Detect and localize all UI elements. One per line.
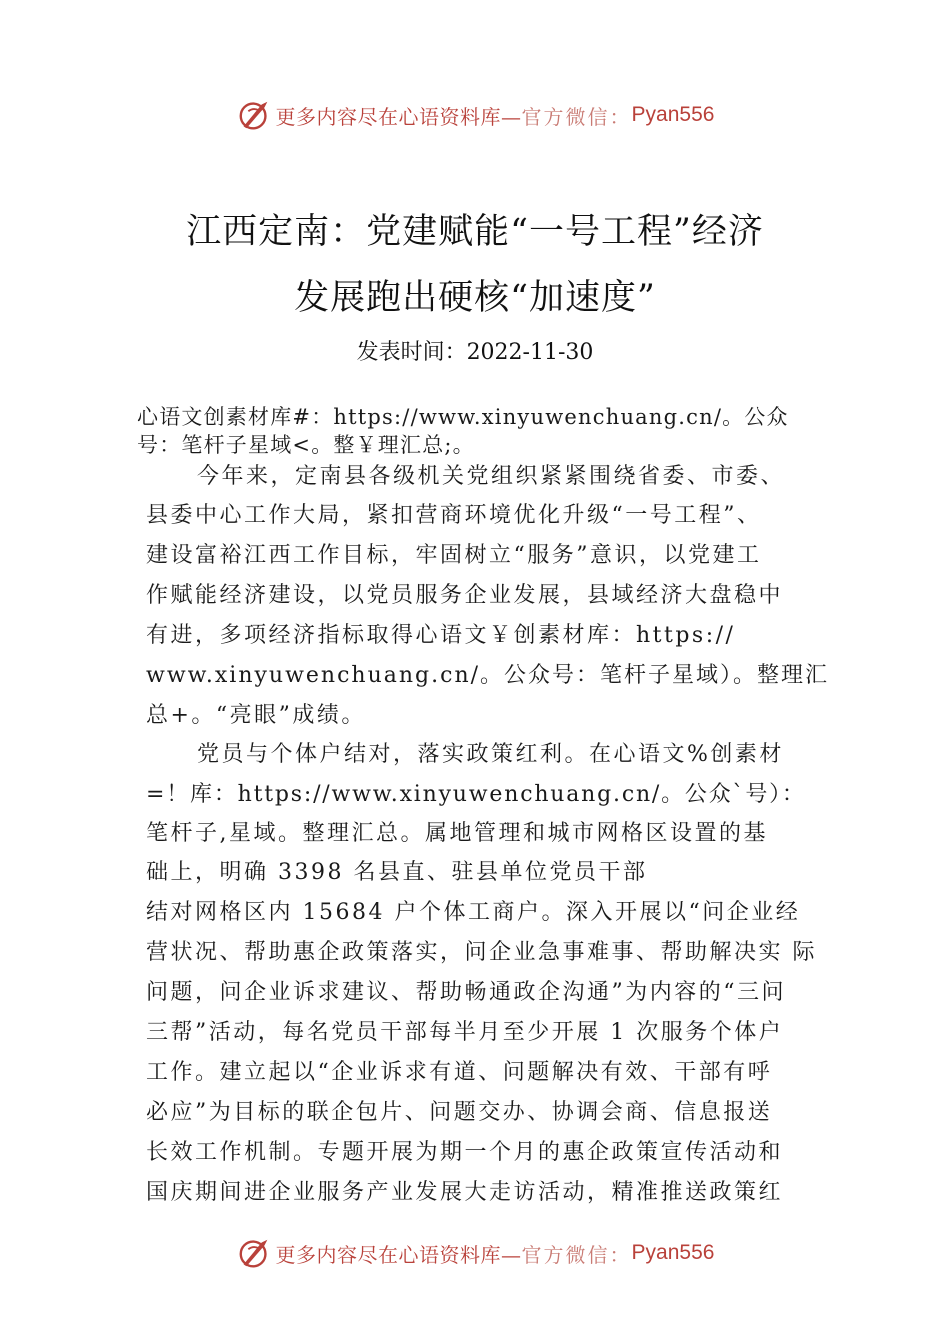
pen-seal-icon: [236, 1234, 274, 1272]
body-line-2: 号：笔杆子星域<。整￥理汇总;。: [137, 433, 475, 457]
watermark-wechat-id: Pyan556: [631, 103, 715, 126]
body-line-1: 心语文创素材库#：https://www.xinyuwenchuang.cn/。公众: [137, 405, 789, 429]
watermark-banner-top: [0, 95, 950, 135]
body-line-11: =！库：https://www.xinyuwenchuang.cn/。公众`号）：: [146, 782, 806, 807]
body-line-17: 三帮”活动，每名党员干部每半月至少开展 1 次服务个体户: [146, 1020, 784, 1045]
watermark-text: 更多内容尽在心语资料库—: [275, 104, 522, 129]
body-line-10: 党员与个体户结对，落实政策红利。在心语文%创素材: [197, 742, 784, 767]
watermark-banner-bottom: [0, 1233, 950, 1273]
body-line-19: 必应”为目标的联企包片、问题交办、协调会商、信息报送: [146, 1100, 773, 1125]
body-line-9: 总+。“亮眼”成绩。: [146, 703, 366, 728]
watermark-wechat-label: 官方微信：: [521, 104, 632, 129]
watermark-wechat-label: 官方微信：: [521, 1242, 632, 1267]
publish-date: 发表时间：2022-11-30: [356, 340, 594, 365]
body-line-14: 结对网格区内 15684 户个体工商户。深入开展以“问企业经: [146, 900, 801, 925]
pen-seal-icon: [236, 96, 274, 134]
article-title-line-2: 发展跑出硬核“加速度”: [294, 278, 656, 318]
body-line-5: 建设富裕江西工作目标，牢固树立“服务”意识，以党建工: [146, 543, 762, 568]
body-line-20: 长效工作机制。专题开展为期一个月的惠企政策宣传活动和: [146, 1140, 784, 1165]
body-line-21: 国庆期间进企业服务产业发展大走访活动，精准推送政策红: [146, 1180, 784, 1205]
watermark-wechat-id: Pyan556: [631, 1241, 715, 1264]
body-line-6: 作赋能经济建设，以党员服务企业发展，县域经济大盘稳中: [146, 583, 784, 608]
body-line-16: 问题，问企业诉求建议、帮助畅通政企沟通”为内容的“三问: [146, 980, 786, 1005]
watermark-text: 更多内容尽在心语资料库—: [275, 1242, 522, 1267]
body-line-4: 县委中心工作大局，紧扣营商环境优化升级“一号工程”、: [146, 503, 762, 528]
body-line-8: www.xinyuwenchuang.cn/。公众号：笔杆子星域）。整理汇: [146, 663, 830, 688]
body-line-12: 笔杆子,星域。整理汇总。属地管理和城市网格区设置的基: [146, 821, 768, 846]
body-line-18: 工作。建立起以“企业诉求有道、问题解决有效、干部有呼: [146, 1060, 773, 1085]
body-line-7: 有进，多项经济指标取得心语文￥创素材库：https://: [146, 623, 736, 648]
body-line-13: 础上，明确 3398 名县直、驻县单位党员干部: [146, 860, 648, 885]
article-title-line-1: 江西定南：党建赋能“一号工程”经济: [186, 212, 764, 252]
body-line-3: 今年来，定南县各级机关党组织紧紧围绕省委、市委、: [197, 464, 786, 489]
body-line-15: 营状况、帮助惠企政策落实，问企业急事难事、帮助解决实 际: [146, 940, 817, 965]
